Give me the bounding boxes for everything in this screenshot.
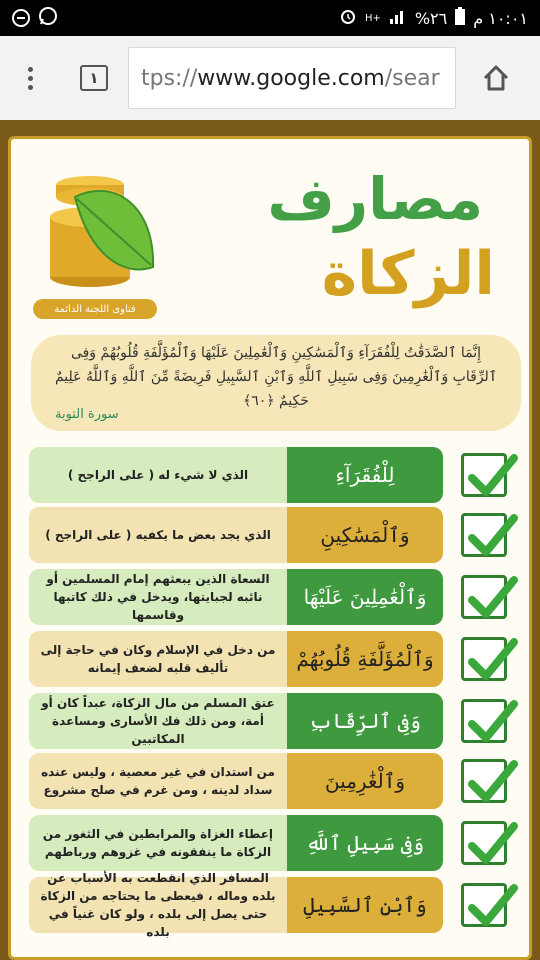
list-item [11,753,535,809]
home-icon [481,63,511,93]
list-item [11,815,535,871]
tab-switcher-button[interactable]: ١ [80,65,108,91]
address-bar[interactable] [128,47,456,109]
status-icons-left [12,6,58,30]
clock: ١٠:٠١ م [473,8,528,28]
whatsapp-icon [38,6,58,30]
list-item [11,507,535,563]
category-term: وَٱلْعَٰمِلِينَ عَلَيْهَا [287,569,443,625]
battery-icon [455,7,465,29]
status-bar [0,0,540,36]
category-term: لِلْفُقَرَآءِ [287,447,443,503]
do-not-disturb-icon [12,9,30,27]
category-description: الذي لا شيء له ( على الراجح ) [29,447,287,503]
poster-title-line2: الزكاة [321,239,495,309]
network-type: H+ [364,12,381,24]
zakat-poster [8,136,532,960]
checkmark-icon [461,821,507,865]
category-term: وَفِى ٱلرِّقَابِ [287,693,443,749]
category-description: عتق المسلم من مال الزكاة، عبداً كان أو أمة، ومن ذلك فك الأسارى ومساعدة المكاتبين [29,693,287,749]
category-description: من استدان في غير معصية ، وليس عنده سداد لدينه ، ومن غرم في صلح مشروع [29,753,287,809]
alarm-icon [339,7,357,29]
url-prefix: tps:// [141,65,198,91]
home-button[interactable] [476,58,516,98]
browser-toolbar [0,36,540,120]
checkmark-icon [461,883,507,927]
category-term: وَفِى سَبِيلِ ٱللَّهِ [287,815,443,871]
status-icons-right [339,7,528,29]
list-item [11,871,535,939]
surah-name: سورة التوبة [55,407,119,422]
checkmark-icon [461,453,507,497]
list-item [11,631,535,687]
signal-icon [389,8,407,28]
category-description: المسافر الذي انقطعت به الأسباب عن بلده وماله ، فيعطى ما يحتاجه من الزكاة حتى يصل إلى بلده ، ولو كان غنياً في بلده [29,877,287,933]
quran-verse: إِنَّمَا ٱلصَّدَقَٰتُ لِلْفُقَرَآءِ وَٱلْمَسَٰكِينِ وَٱلْعَٰمِلِينَ عَلَيْهَا وَٱلْمُؤَلَّفَةِ قُلُوبُهُمْ وَفِى ٱلرِّقَابِ وَٱلْغَٰرِمِينَ وَفِى سَبِيلِ ٱللَّهِ وَٱبْنِ ٱلسَّبِيلِ فَرِيضَةً مِّنَ ٱللَّهِ وَٱللَّهُ عَلِيمٌ حَكِيمٌ ﴿٦٠﴾ [31,335,521,431]
page-content [0,120,540,960]
url-path: /sear [384,65,440,91]
checkmark-icon [461,759,507,803]
category-term: وَٱلْمُؤَلَّفَةِ قُلُوبُهُمْ [287,631,443,687]
category-term: وَٱلْغَٰرِمِينَ [287,753,443,809]
category-description: السعاة الذين يبعثهم إمام المسلمين أو نائبه لجبايتها، ويدخل في ذلك كاتبها وقاسمها [29,569,287,625]
poster-title-line1: مصارف [267,165,483,233]
category-description: إعطاء الغزاة والمرابطين في الثغور من الزكاة ما ينفقونه في غزوهم ورباطهم [29,815,287,871]
overflow-menu-icon[interactable] [10,67,50,90]
url-host: www.google.com [197,65,385,91]
list-item [11,569,535,625]
category-term: وَٱلْمَسَٰكِينِ [287,507,443,563]
coins-leaf-illustration [35,157,165,297]
source-badge: فتاوى اللجنة الدائمة [33,299,157,319]
checkmark-icon [461,575,507,619]
category-description: الذي يجد بعض ما يكفيه ( على الراجح ) [29,507,287,563]
battery-percent: %٢٦ [414,8,448,28]
category-description: من دخل في الإسلام وكان في حاجة إلى تأليف قلبه لضعف إيمانه [29,631,287,687]
checkmark-icon [461,513,507,557]
checkmark-icon [461,699,507,743]
list-item [11,447,535,503]
list-item [11,693,535,749]
checkmark-icon [461,637,507,681]
category-term: وَٱبْنِ ٱلسَّبِيلِ [287,877,443,933]
